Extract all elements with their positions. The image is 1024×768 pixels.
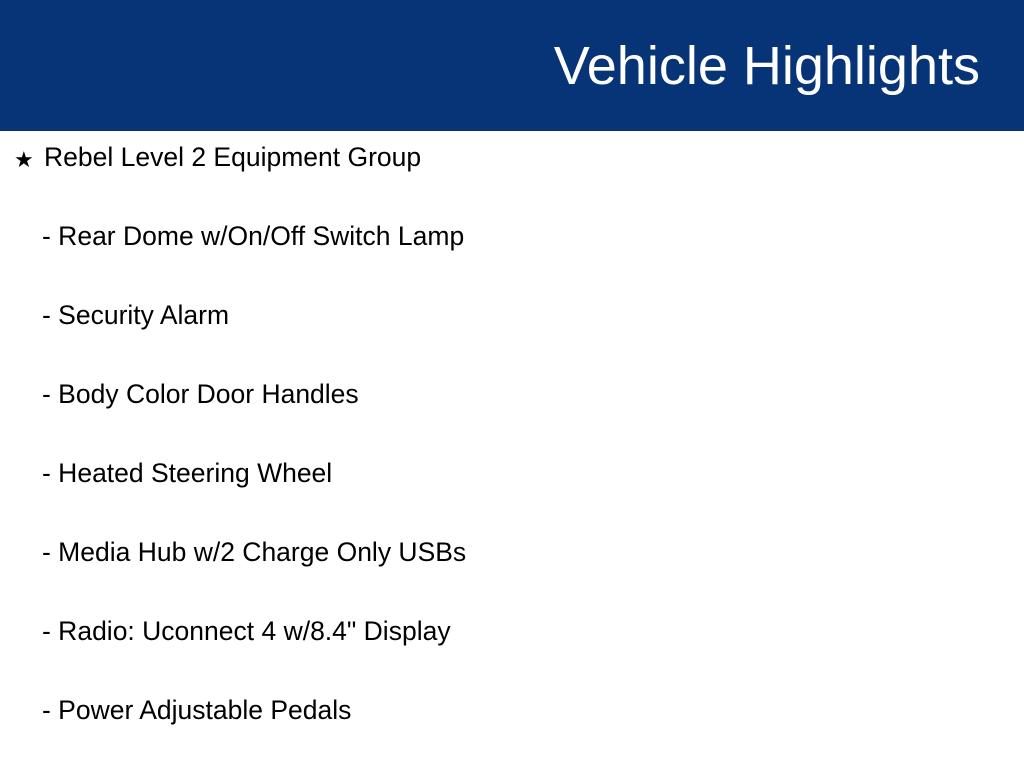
list-item-label: - Rear Dome w/On/Off Switch Lamp	[42, 221, 465, 251]
list-item	[0, 210, 1024, 289]
slide-title-bar	[0, 0, 1024, 131]
list-item-label: - Radio: Uconnect 4 w/8.4" Display	[42, 616, 451, 646]
list-item-label: - Heated Steering Wheel	[42, 458, 333, 488]
list-item-label: - Body Color Door Handles	[42, 379, 359, 409]
list-item	[0, 605, 1024, 684]
list-item	[0, 289, 1024, 368]
list-item	[0, 131, 1024, 210]
list-item	[0, 526, 1024, 605]
list-item	[0, 447, 1024, 526]
list-item	[0, 368, 1024, 447]
slide-body	[0, 131, 1024, 768]
page-title: Vehicle Highlights	[553, 35, 980, 96]
list-item-label: - Media Hub w/2 Charge Only USBs	[42, 537, 467, 567]
list-item-label: - Security Alarm	[42, 300, 230, 330]
list-item	[0, 684, 1024, 763]
list-item-label: - Power Adjustable Pedals	[42, 695, 352, 725]
star-bullet-icon: ★	[14, 147, 34, 172]
list-item-label: Rebel Level 2 Equipment Group	[44, 142, 422, 172]
